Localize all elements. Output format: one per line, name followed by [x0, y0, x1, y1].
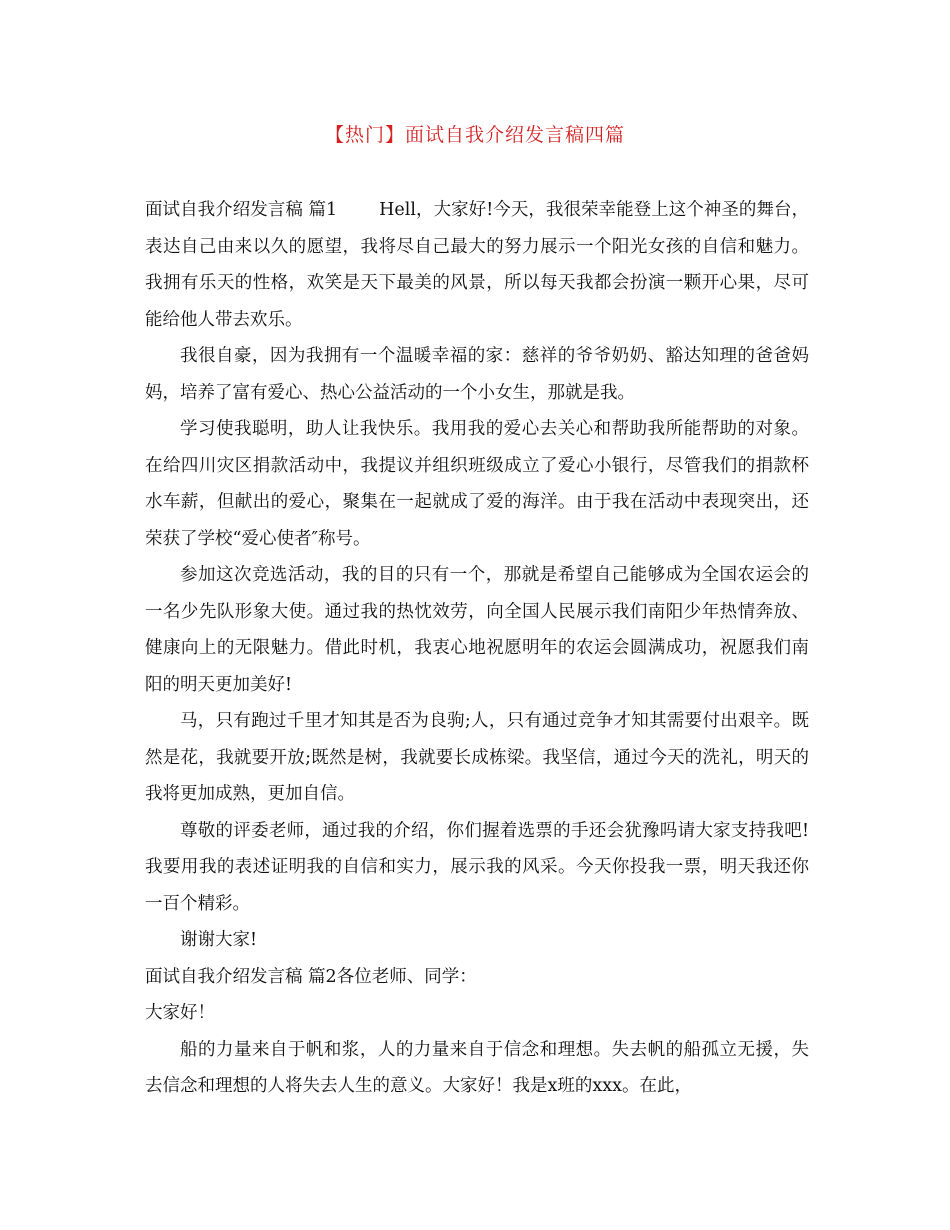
document-body — [145, 192, 809, 1105]
greeting-line: 大家好！ — [145, 1003, 215, 1023]
paragraph-family: 我很自豪，因为我拥有一个温暖幸福的家：慈祥的爷爷奶奶、豁达知理的爸爸妈妈，培养了富有爱心、热心公益活动的一个小女生，那就是我。 — [145, 346, 809, 403]
paragraph-study: 学习使我聪明，助人让我快乐。我用我的爱心去关心和帮助我所能帮助的对象。在给四川灾区捐款活动中，我提议并组织班级成立了爱心小银行，尽管我们的捐款杯水车薪，但献出的爱心，聚集在一起就成了爱的海洋。由于我在活动中表现突出，还荣获了学校“爱心使者″称号。 — [145, 419, 809, 549]
paragraph-thanks: 谢谢大家! — [180, 930, 258, 950]
paragraph-sail: 船的力量来自于帆和浆，人的力量来自于信念和理想。失去帆的船孤立无援，失去信念和理想的人将失去人生的意义。大家好！我是x班的xxx。在此， — [145, 1039, 809, 1096]
section1-first-paragraph — [145, 192, 809, 338]
section2-heading: 面试自我介绍发言稿 篇2各位老师、同学： — [145, 966, 477, 987]
paragraph-judges: 尊敬的评委老师，通过我的介绍，你们握着选票的手还会犹豫吗请大家支持我吧!我要用我的表述证明我的自信和实力，展示我的风采。今天你投我一票，明天我还你一百个精彩。 — [145, 820, 809, 914]
paragraph-campaign: 参加这次竞选活动，我的目的只有一个，那就是希望自己能够成为全国农运会的一名少先队形象大使。通过我的热忱效劳，向全国人民展示我们南阳少年热情奔放、健康向上的无限魅力。借此时机，我衷心地祝愿明年的农运会圆满成功，祝愿我们南阳的明天更加美好! — [145, 565, 809, 695]
paragraph-horse: 马，只有跑过千里才知其是否为良驹;人，只有通过竞争才知其需要付出艰辛。既然是花，我就要开放;既然是树，我就要长成栋梁。我坚信，通过今天的洗礼，明天的我将更加成熟，更加自信。 — [145, 711, 809, 804]
section1-intro: Hell，大家好!今天，我很荣幸能登上这个神圣的舞台，表达自己由来以久的愿望，我将尽自己最大的努力展示一个阳光女孩的自信和魅力。我拥有乐天的性格，欢笑是天下最美的风景，所以每天我都会扮演一颗开心果，尽可能给他人带去欢乐。 — [145, 200, 809, 330]
section1-heading: 面试自我介绍发言稿 篇1 — [145, 200, 338, 220]
document-title: 【热门】面试自我介绍发言稿四篇 — [324, 124, 625, 146]
